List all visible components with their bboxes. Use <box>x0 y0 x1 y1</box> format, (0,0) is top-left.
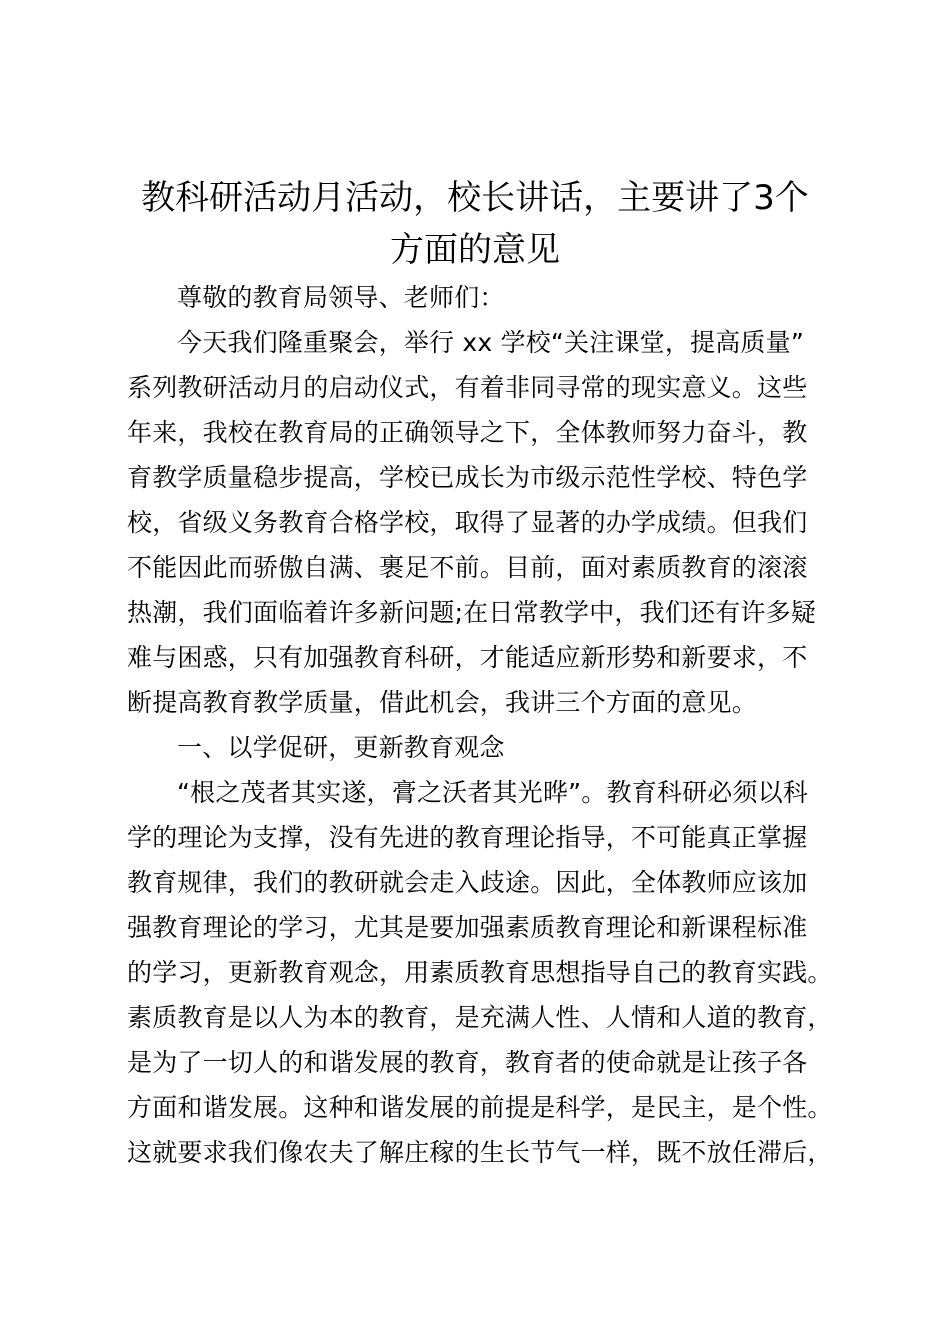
text-line: 难与困惑，只有加强教育科研，才能适应新形势和新要求，不 <box>127 643 808 672</box>
text-line: 强教育理论的学习，尤其是要加强素质教育理论和新课程标准 <box>127 913 808 942</box>
text-line: 校，省级义务教育合格学校，取得了显著的办学成绩。但我们 <box>127 508 808 537</box>
text-line: 学的理论为支撑，没有先进的教育理论指导，不可能真正掌握 <box>127 823 808 852</box>
text-line: 断提高教育教学质量，借此机会，我讲三个方面的意见。 <box>127 688 758 717</box>
salutation: 尊敬的教育局领导、老师们： <box>177 283 505 312</box>
text-line: “根之茂者其实遂，膏之沃者其光晔”。教育科研必须以科 <box>177 778 809 807</box>
document-body <box>127 275 867 1175</box>
text-line: 教育规律，我们的教研就会走入歧途。因此，全体教师应该加 <box>127 868 808 897</box>
text-line: 这就要求我们像农夫了解庄稼的生长节气一样，既不放任滞后， <box>127 1138 833 1167</box>
text-line: 年来，我校在教育局的正确领导之下，全体教师努力奋斗，教 <box>127 418 808 447</box>
title-line-1: 教科研活动月活动，校长讲话，主要讲了3个 <box>141 178 809 218</box>
text-line: 素质教育是以人为本的教育，是充满人性、人情和人道的教育， <box>127 1003 833 1032</box>
title-line-2: 方面的意见 <box>390 230 560 270</box>
text-line: 不能因此而骄傲自满、裹足不前。目前，面对素质教育的滚滚 <box>127 553 808 582</box>
section-heading: 一、以学促研，更新教育观念 <box>177 733 505 762</box>
text-line: 育教学质量稳步提高，学校已成长为市级示范性学校、特色学 <box>127 463 808 492</box>
text-line: 的学习，更新教育观念，用素质教育思想指导自己的教育实践。 <box>127 958 833 987</box>
text-line: 系列教研活动月的启动仪式，有着非同寻常的现实意义。这些 <box>127 373 808 402</box>
text-line: 热潮，我们面临着许多新问题;在日常教学中，我们还有许多疑 <box>127 598 817 627</box>
document-title <box>118 172 832 276</box>
text-line: 方面和谐发展。这种和谐发展的前提是科学，是民主，是个性。 <box>127 1093 833 1122</box>
text-line: 今天我们隆重聚会，举行 xx 学校“关注课堂，提高质量” <box>177 328 804 357</box>
text-line: 是为了一切人的和谐发展的教育，教育者的使命就是让孩子各 <box>127 1048 808 1077</box>
